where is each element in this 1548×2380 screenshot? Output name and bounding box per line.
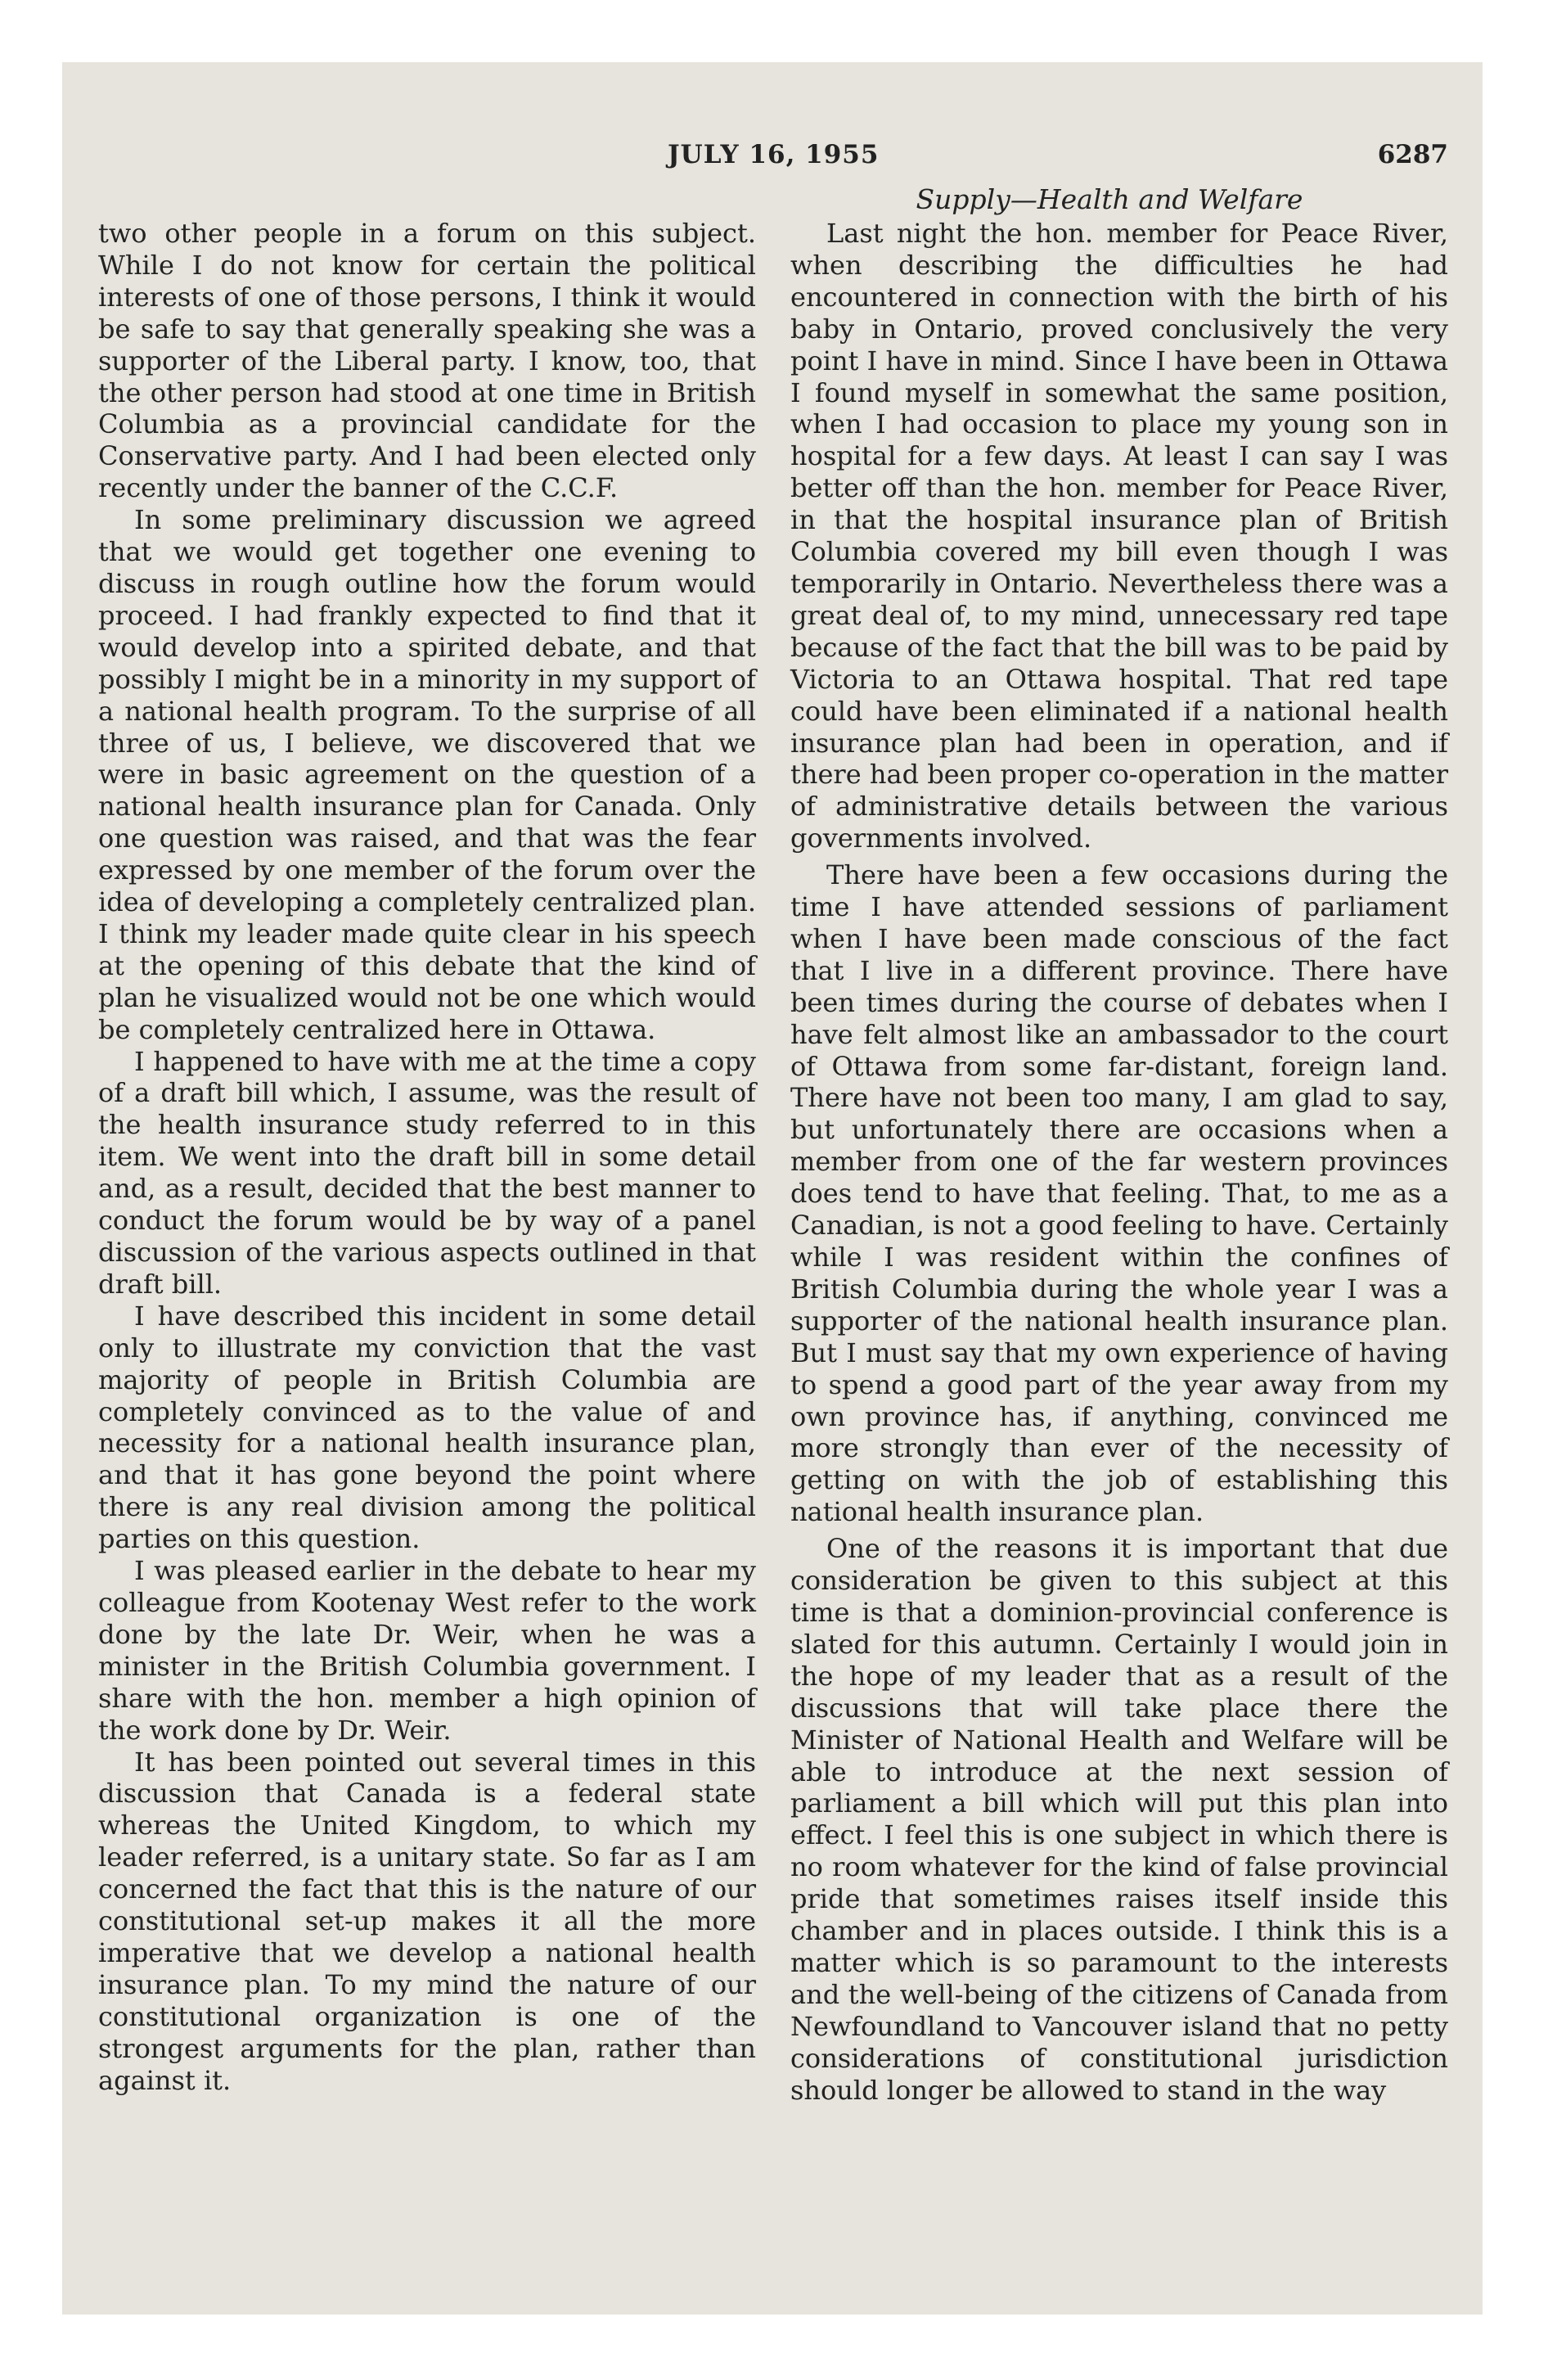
section-title: Supply—Health and Welfare bbox=[916, 183, 1303, 215]
paragraph: Last night the hon. member for Peace River, when describing the difficulties he had encountered in connection with the birth of his baby in Ontario, proved conclusively the very point I have in mind. Since I have been in Ottawa I found myself in somewhat the same position, when I had occasion to place my young son in hospital for a few days. At least I can say I was better off than the hon. member for Peace River, in that the hospital insurance plan of British Columbia covered my bill even though I was temporarily in Ontario. Nevertheless there was a great deal of, to my mind, unnecessary red tape because of the fact that the bill was to be paid by Victoria to an Ottawa hospital. That red tape could have been eliminated if a national health insurance plan had been in operation, and if there had been proper co-operation in the matter of administrative details between the various governments involved. bbox=[790, 218, 1448, 854]
paragraph: two other people in a forum on this subject. While I do not know for certain the political interests of one of those persons, I think it would be safe to say that generally speaking she was a supporter of the Liberal party. I know, too, that the other person had stood at one time in British Columbia as a provincial candidate for the Conservative party. And I had been elected only recently under the banner of the C.C.F. bbox=[98, 218, 756, 504]
paragraph: In some preliminary discussion we agreed that we would get together one evening to discuss in rough outline how the forum would proceed. I had frankly expected to find that it would develop into a spirited debate, and that possibly I might be in a minority in my support of a national health program. To the surprise of all three of us, I believe, we discovered that we were in basic agreement on the question of a national health insurance plan for Canada. Only one question was raised, and that was the fear expressed by one member of the forum over the idea of developing a completely centralized plan. I think my leader made quite clear in his speech at the opening of this debate that the kind of plan he visualized would not be one which would be completely centralized here in Ottawa. bbox=[98, 504, 756, 1045]
paragraph: It has been pointed out several times in this discussion that Canada is a federal state whereas the United Kingdom, to which my leader referred, is a unitary state. So far as I am concerned the fact that this is the nature of our constitutional set-up makes it all the more imperative that we develop a national health insurance plan. To my mind the nature of our constitutional organization is one of the strongest arguments for the plan, rather than against it. bbox=[98, 1746, 756, 2096]
left-column bbox=[98, 218, 756, 2096]
paragraph: I was pleased earlier in the debate to hear my colleague from Kootenay West refer to the work done by the late Dr. Weir, when he was a minister in the British Columbia government. I share with the hon. member a high opinion of the work done by Dr. Weir. bbox=[98, 1555, 756, 1746]
header-date: JULY 16, 1955 bbox=[668, 140, 880, 169]
document-page bbox=[62, 62, 1483, 2315]
right-column bbox=[790, 218, 1448, 2106]
paragraph: I happened to have with me at the time a copy of a draft bill which, I assume, was the result of the health insurance study referred to in this item. We went into the draft bill in some detail and, as a result, decided that the best manner to conduct the forum would be by way of a panel discussion of the various aspects outlined in that draft bill. bbox=[98, 1045, 756, 1300]
page-number: 6287 bbox=[1377, 140, 1448, 169]
page-header bbox=[62, 140, 1483, 178]
paragraph: I have described this incident in some detail only to illustrate my conviction that the vast majority of people in British Columbia are completely convinced as to the value of and necessity for a national health insurance plan, and that it has gone beyond the point where there is any real division among the political parties on this question. bbox=[98, 1300, 756, 1555]
paragraph: One of the reasons it is important that due consideration be given to this subject at this time is that a dominion-provincial conference is slated for this autumn. Certainly I would join in the hope of my leader that as a result of the discussions that will take place there the Minister of National Health and Welfare will be able to introduce at the next session of parliament a bill which will put this plan into effect. I feel this is one subject in which there is no room whatever for the kind of false provincial pride that sometimes raises itself inside this chamber and in places outside. I think this is a matter which is so paramount to the interests and the well-being of the citizens of Canada from Newfoundland to Vancouver island that no petty considerations of constitutional jurisdiction should longer be allowed to stand in the way bbox=[790, 1533, 1448, 2106]
paragraph: There have been a few occasions during the time I have attended sessions of parliament when I have been made conscious of the fact that I live in a different province. There have been times during the course of debates when I have felt almost like an ambassador to the court of Ottawa from some far-distant, foreign land. There have not been too many, I am glad to say, but unfortunately there are occasions when a member from one of the far western provinces does tend to have that feeling. That, to me as a Canadian, is not a good feeling to have. Certainly while I was resident within the confines of British Columbia during the whole year I was a supporter of the national health insurance plan. But I must say that my own experience of having to spend a good part of the year away from my own province has, if anything, convinced me more strongly than ever of the necessity of getting on with the job of establishing this national health insurance plan. bbox=[790, 859, 1448, 1528]
